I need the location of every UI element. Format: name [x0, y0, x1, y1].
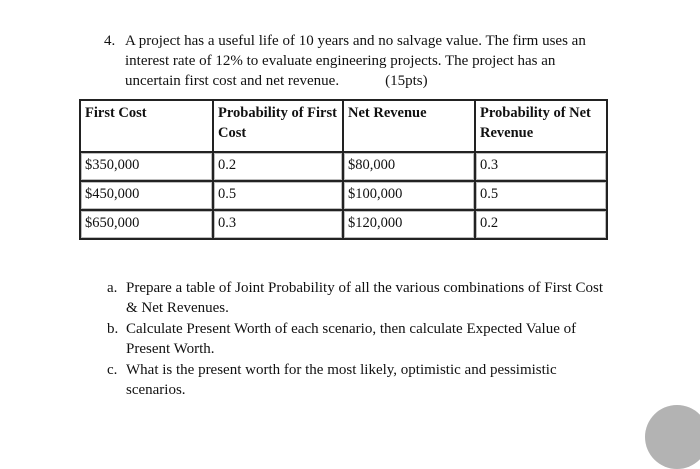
question-b	[107, 319, 617, 359]
cell-probability-net-revenue: 0.2	[475, 210, 607, 239]
header-net-revenue: Net Revenue	[343, 100, 475, 152]
problem-points: (15pts)	[385, 73, 428, 89]
question-text: Calculate Present Worth of each scenario, then calculate Expected Value of Present Worth.	[126, 321, 577, 357]
question-letter: b.	[107, 321, 119, 337]
cell-probability-net-revenue: 0.3	[475, 152, 607, 181]
problem-number: 4.	[104, 33, 116, 49]
cell-net-revenue: $120,000	[343, 210, 475, 239]
table-header-row	[80, 100, 607, 152]
cell-net-revenue: $80,000	[343, 152, 475, 181]
header-first-cost: First Cost	[80, 100, 213, 152]
cell-probability-first-cost: 0.2	[213, 152, 343, 181]
table-row	[80, 181, 607, 210]
question-a	[107, 278, 617, 318]
cell-first-cost: $350,000	[80, 152, 213, 181]
question-text: Prepare a table of Joint Probability of all the various combinations of First Cost & Net Revenues.	[126, 280, 604, 316]
avatar-icon[interactable]	[645, 405, 700, 469]
header-probability-first-cost: Probability of First Cost	[213, 100, 343, 152]
cell-probability-first-cost: 0.5	[213, 181, 343, 210]
question-c	[107, 360, 617, 400]
question-list	[107, 278, 617, 401]
header-probability-net-revenue: Probability of Net Revenue	[475, 100, 607, 152]
question-letter: c.	[107, 362, 118, 378]
cell-first-cost: $450,000	[80, 181, 213, 210]
question-letter: a.	[107, 280, 118, 296]
problem-statement	[104, 31, 604, 91]
cell-probability-first-cost: 0.3	[213, 210, 343, 239]
cost-revenue-table	[79, 99, 608, 240]
cell-first-cost: $650,000	[80, 210, 213, 239]
table-row	[80, 210, 607, 239]
table-row	[80, 152, 607, 181]
cell-net-revenue: $100,000	[343, 181, 475, 210]
problem-text: A project has a useful life of 10 years and no salvage value. The firm uses an interest rate of 12% to evaluate engineering projects. The project has an uncertain first cost and net revenue. (15pts)	[125, 33, 586, 89]
question-text: What is the present worth for the most likely, optimistic and pessimistic scenarios.	[126, 362, 557, 398]
cell-probability-net-revenue: 0.5	[475, 181, 607, 210]
